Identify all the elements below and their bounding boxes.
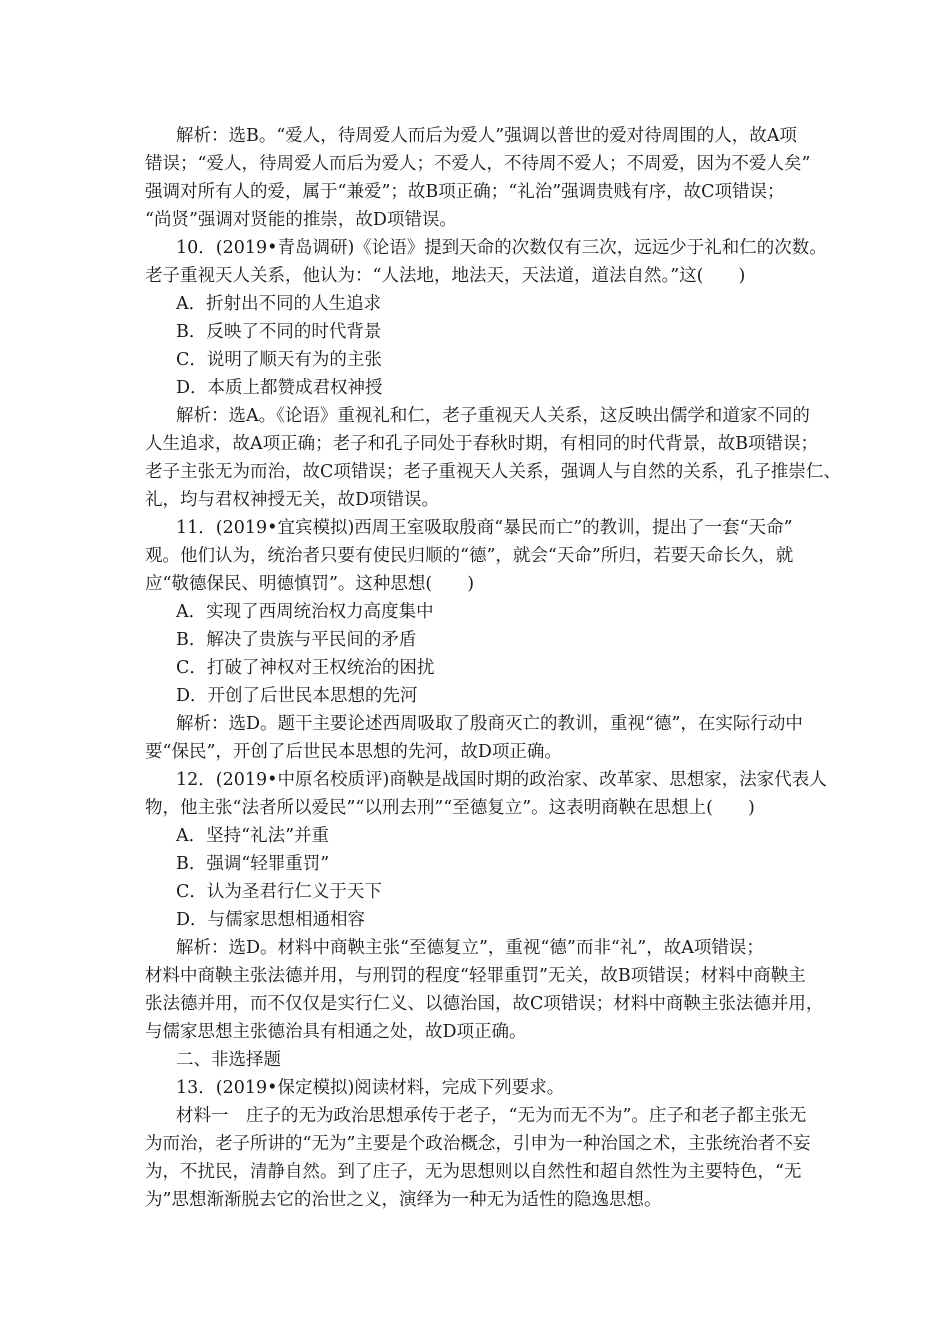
question-12-option-a: A．坚持“礼法”并重 xyxy=(176,826,330,846)
question-11-option-d: D．开创了后世民本思想的先河 xyxy=(176,686,418,706)
analysis-10-line-1: 解析：选A。《论语》重视礼和仁，老子重视天人关系，这反映出儒学和道家不同的 xyxy=(176,406,810,426)
question-10-stem-2: 老子重视天人关系，他认为：“人法地，地法天，天法道，道法自然。”这( ) xyxy=(145,266,746,286)
analysis-12-line-3: 张法德并用，而不仅仅是实行仁义、以德治国，故C项错误；材料中商鞅主张法德并用， xyxy=(145,994,824,1014)
question-12-stem-2: 物，他主张“法者所以爱民”“以刑去刑”“至德复立”。这表明商鞅在思想上( ) xyxy=(145,798,755,818)
analysis-9-line-3: 强调对所有人的爱，属于“兼爱”；故B项正确；“礼治”强调贵贱有序，故C项错误； xyxy=(145,182,785,202)
question-11-stem-1: 11．(2019•宜宾模拟)西周王室吸取殷商“暴民而亡”的教训，提出了一套“天命” xyxy=(176,518,793,538)
analysis-12-line-4: 与儒家思想主张德治具有相通之处，故D项正确。 xyxy=(145,1022,527,1042)
question-10-stem-1: 10．(2019•青岛调研)《论语》提到天命的次数仅有三次，远远少于礼和仁的次数。 xyxy=(176,238,827,258)
question-10-option-a: A．折射出不同的人生追求 xyxy=(176,294,382,314)
question-10-option-c: C．说明了顺天有为的主张 xyxy=(176,350,382,370)
analysis-9-line-2: 错误；“爱人，待周爱人而后为爱人；不爱人，不待周不爱人；不周爱，因为不爱人矣” xyxy=(145,154,811,174)
material-1-line-3: 为，不扰民，清静自然。到了庄子，无为思想则以自然性和超自然性为主要特色，“无 xyxy=(145,1162,802,1182)
question-11-stem-2: 观。他们认为，统治者只要有使民归顺的“德”，就会“天命”所归，若要天命长久，就 xyxy=(145,546,794,566)
material-1-line-1: 材料一 庄子的无为政治思想承传于老子，“无为而无不为”。庄子和老子都主张无 xyxy=(176,1106,807,1126)
section-heading-non-choice: 二、非选择题 xyxy=(176,1050,281,1070)
analysis-10-line-4: 礼，均与君权神授无关，故D项错误。 xyxy=(145,490,440,510)
question-10-option-d: D．本质上都赞成君权神授 xyxy=(176,378,383,398)
question-12-option-b: B．强调“轻罪重罚” xyxy=(176,854,330,874)
question-11-option-b: B．解决了贵族与平民间的矛盾 xyxy=(176,630,417,650)
analysis-9-line-4: “尚贤”强调对贤能的推崇，故D项错误。 xyxy=(145,210,457,230)
question-12-option-c: C．认为圣君行仁义于天下 xyxy=(176,882,382,902)
material-1-line-2: 为而治，老子所讲的“无为”主要是个政治概念，引申为一种治国之术，主张统治者不妄 xyxy=(145,1134,811,1154)
question-11-option-c: C．打破了神权对王权统治的困扰 xyxy=(176,658,435,678)
question-12-stem-1: 12．(2019•中原名校质评)商鞅是战国时期的政治家、改革家、思想家，法家代表人 xyxy=(176,770,827,790)
question-10-option-b: B．反映了不同的时代背景 xyxy=(176,322,382,342)
material-1-line-4: 为”思想渐渐脱去它的治世之义，演绎为一种无为适性的隐逸思想。 xyxy=(145,1190,662,1210)
question-13-stem: 13．(2019•保定模拟)阅读材料，完成下列要求。 xyxy=(176,1078,565,1098)
question-11-stem-3: 应“敬德保民、明德慎罚”。这种思想( ) xyxy=(145,574,475,594)
analysis-11-line-2: 要“保民”，开创了后世民本思想的先河，故D项正确。 xyxy=(145,742,562,762)
analysis-12-line-1: 解析：选D。材料中商鞅主张“至德复立”，重视“德”而非“礼”，故A项错误； xyxy=(176,938,764,958)
analysis-10-line-3: 老子主张无为而治，故C项错误；老子重视天人关系，强调人与自然的关系，孔子推崇仁、 xyxy=(145,462,841,482)
analysis-9-line-1: 解析：选B。“爱人，待周爱人而后为爱人”强调以普世的爱对待周围的人，故A项 xyxy=(176,126,797,146)
analysis-11-line-1: 解析：选D。题干主要论述西周吸取了殷商灭亡的教训，重视“德”，在实际行动中 xyxy=(176,714,803,734)
question-12-option-d: D．与儒家思想相通相容 xyxy=(176,910,366,930)
analysis-10-line-2: 人生追求，故A项正确；老子和孔子同处于春秋时期，有相同的时代背景，故B项错误； xyxy=(145,434,818,454)
question-11-option-a: A．实现了西周统治权力高度集中 xyxy=(176,602,434,622)
analysis-12-line-2: 材料中商鞅主张法德并用，与刑罚的程度“轻罪重罚”无关，故B项错误；材料中商鞅主 xyxy=(145,966,806,986)
